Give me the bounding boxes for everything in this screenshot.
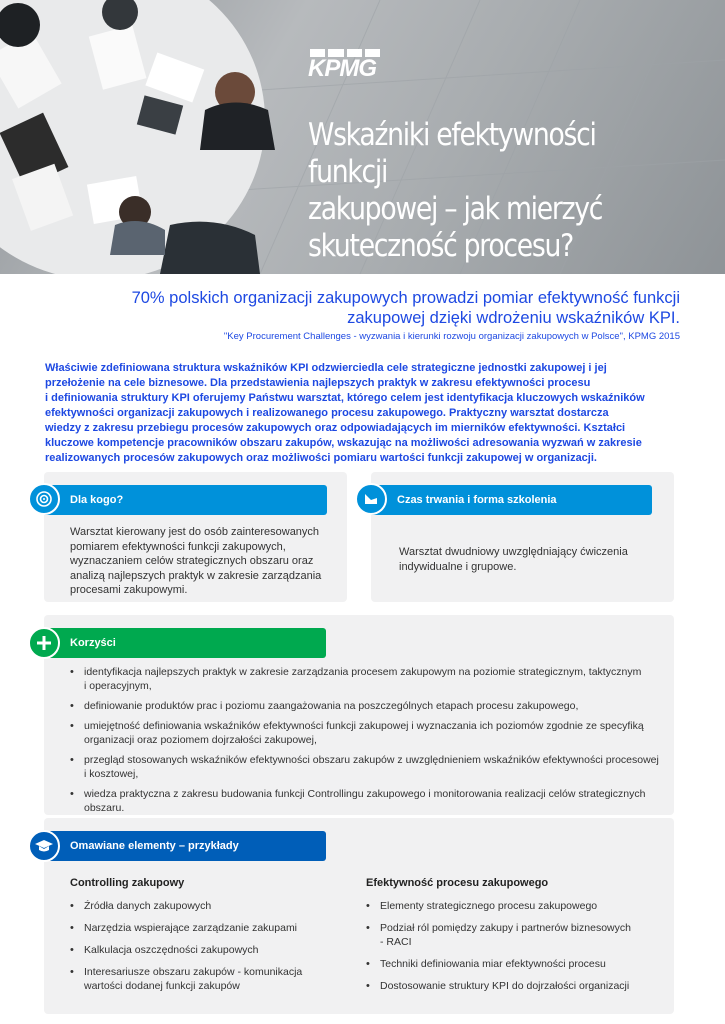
topics-right-column (366, 877, 666, 1001)
item-line: obszaru. (84, 802, 125, 814)
benefits-title: Korzyści (70, 637, 116, 649)
intro-line: wiedzy z zakresu przebiegu procesów zakupowych oraz odpowiadających im mierników efektywności. Kształci (45, 422, 626, 434)
item-line: • Podział ról pomiędzy zakupy i partnerów biznesowych (380, 922, 631, 934)
topics-title: Omawiane elementy – przykłady (70, 840, 239, 852)
item-line: • Kalkulacja oszczędności zakupowych (84, 944, 259, 956)
source-citation: "Key Procurement Challenges - wyzwania i kierunki rozwoju organizacji zakupowych w Polsce", KPMG 2015 (223, 331, 680, 342)
item-line: • umiejętność definiowania wskaźników efektywności funkcji zakupowej i wyznaczania ich poziomów zgodnie ze specyfiką (84, 720, 644, 732)
list-item (70, 899, 350, 913)
topics-left-column (70, 877, 350, 1001)
benefits-list (70, 665, 670, 821)
title-line: Wskaźniki efektywności funkcji (308, 117, 596, 190)
audience-text-line: Warsztat kierowany jest do osób zainteresowanych (70, 526, 320, 538)
audience-text-line: wyznaczaniem celów strategicznych obszaru oraz (70, 555, 314, 567)
graduation-cap-icon (28, 830, 60, 862)
list-item (70, 921, 350, 935)
item-line: • definiowanie produktów prac i poziomu zaangażowania na poszczególnych etapach procesu zakupowego, (84, 700, 579, 712)
audience-text-line: analizą najlepszych praktyk w zakresie zarządzania (70, 569, 322, 582)
duration-text-line: indywidualne i grupowe. (399, 560, 517, 573)
item-line: • wiedza praktyczna z zakresu budowania funkcji Controllingu zakupowego i monitorowania realizacji celów strategicznych (84, 788, 646, 800)
topics-left-list (70, 899, 350, 993)
audience-title: Dla kogo? (70, 494, 124, 506)
intro-line: przełożenie na cele biznesowe. Dla przedstawienia najlepszych praktyk w zakresu efektywności procesu (45, 377, 591, 389)
list-item (70, 943, 350, 957)
list-item (70, 787, 670, 815)
duration-tab (371, 485, 652, 515)
target-icon (28, 483, 60, 515)
item-line: • przegląd stosowanych wskaźników efektywności obszaru zakupów z uwzględnieniem wskaźników efektywności procesowej (84, 754, 659, 766)
kpmg-logo: KPMG (308, 55, 376, 82)
list-item (70, 665, 670, 693)
page-title (308, 117, 652, 265)
item-line: • Techniki definiowania miar efektywności procesu (380, 958, 606, 970)
item-line: wartości dodanej funkcji zakupów (84, 980, 240, 992)
intro-paragraph (45, 361, 685, 466)
audience-text-line: procesami zakupowymi. (70, 584, 188, 596)
topics-left-title: Controlling zakupowy (70, 877, 185, 889)
item-line: i operacyjnym, (84, 680, 152, 692)
list-item (70, 965, 350, 993)
item-line: • Źródła danych zakupowych (84, 900, 212, 912)
list-item (366, 957, 666, 971)
list-item (366, 979, 666, 993)
topics-right-list (366, 899, 666, 993)
audience-tab (44, 485, 327, 515)
intro-line: kluczowe kompetencje pracowników obszaru zakupów, wskazując na możliwości adresowania wyzwań w zakresie (45, 437, 642, 449)
list-item (70, 719, 670, 747)
list-item (366, 899, 666, 913)
headline-line: 70% polskich organizacji zakupowych prowadzi pomiar efektywność funkcji (131, 289, 680, 307)
hero-banner (0, 0, 725, 274)
item-line: organizacji oraz poziomem dojrzałości zakupowej, (84, 734, 317, 746)
title-line: skuteczność procesu? (308, 228, 573, 264)
intro-line: i definiowania struktury KPI oferujemy Państwu warsztat, którego celem jest identyfikacja kluczowych wskaźników (45, 392, 645, 404)
title-line: zakupowej – jak mierzyć (308, 191, 603, 227)
intro-line: Właściwie zdefiniowana struktura wskaźników KPI odzwierciedla cele strategiczne jednostki zakupowej i jej (45, 362, 607, 374)
item-line: • Elementy strategicznego procesu zakupowego (380, 900, 598, 912)
topics-right-title: Efektywność procesu zakupowego (366, 877, 549, 889)
clock-icon (355, 483, 387, 515)
headline-line: zakupowej dzięki wdrożeniu wskaźników KPI. (347, 309, 680, 327)
audience-text (70, 525, 340, 598)
intro-line: efektywności organizacji zakupowych i realizowanego procesu zakupowego. Praktyczny warsztat dostarcza (45, 407, 609, 419)
topics-tab (44, 831, 326, 861)
duration-text-line: Warsztat dwudniowy uwzględniający ćwiczenia (399, 546, 628, 558)
intro-line: realizowanych procesów zakupowych oraz możliwości pomiaru wartości funkcji zakupowej w organizacji. (45, 452, 597, 464)
audience-text-line: pomiarem efektywności funkcji zakupowych, (70, 540, 286, 553)
headline (60, 288, 680, 328)
item-line: i kosztowej, (84, 768, 139, 780)
plus-icon (28, 627, 60, 659)
item-line: - RACI (380, 936, 412, 948)
benefits-tab (44, 628, 326, 658)
item-line: • Narzędzia wspierające zarządzanie zakupami (84, 922, 298, 934)
item-line: • Dostosowanie struktury KPI do dojrzałości organizacji (380, 980, 630, 992)
list-item (70, 753, 670, 781)
item-line: • Interesariusze obszaru zakupów - komunikacja (84, 966, 303, 978)
list-item (366, 921, 666, 949)
duration-title: Czas trwania i forma szkolenia (397, 494, 557, 506)
duration-text (399, 545, 659, 574)
item-line: • identyfikacja najlepszych praktyk w zakresie zarządzania procesem zakupowym na poziomie strategicznym, taktycznym (84, 666, 642, 678)
list-item (70, 699, 670, 713)
